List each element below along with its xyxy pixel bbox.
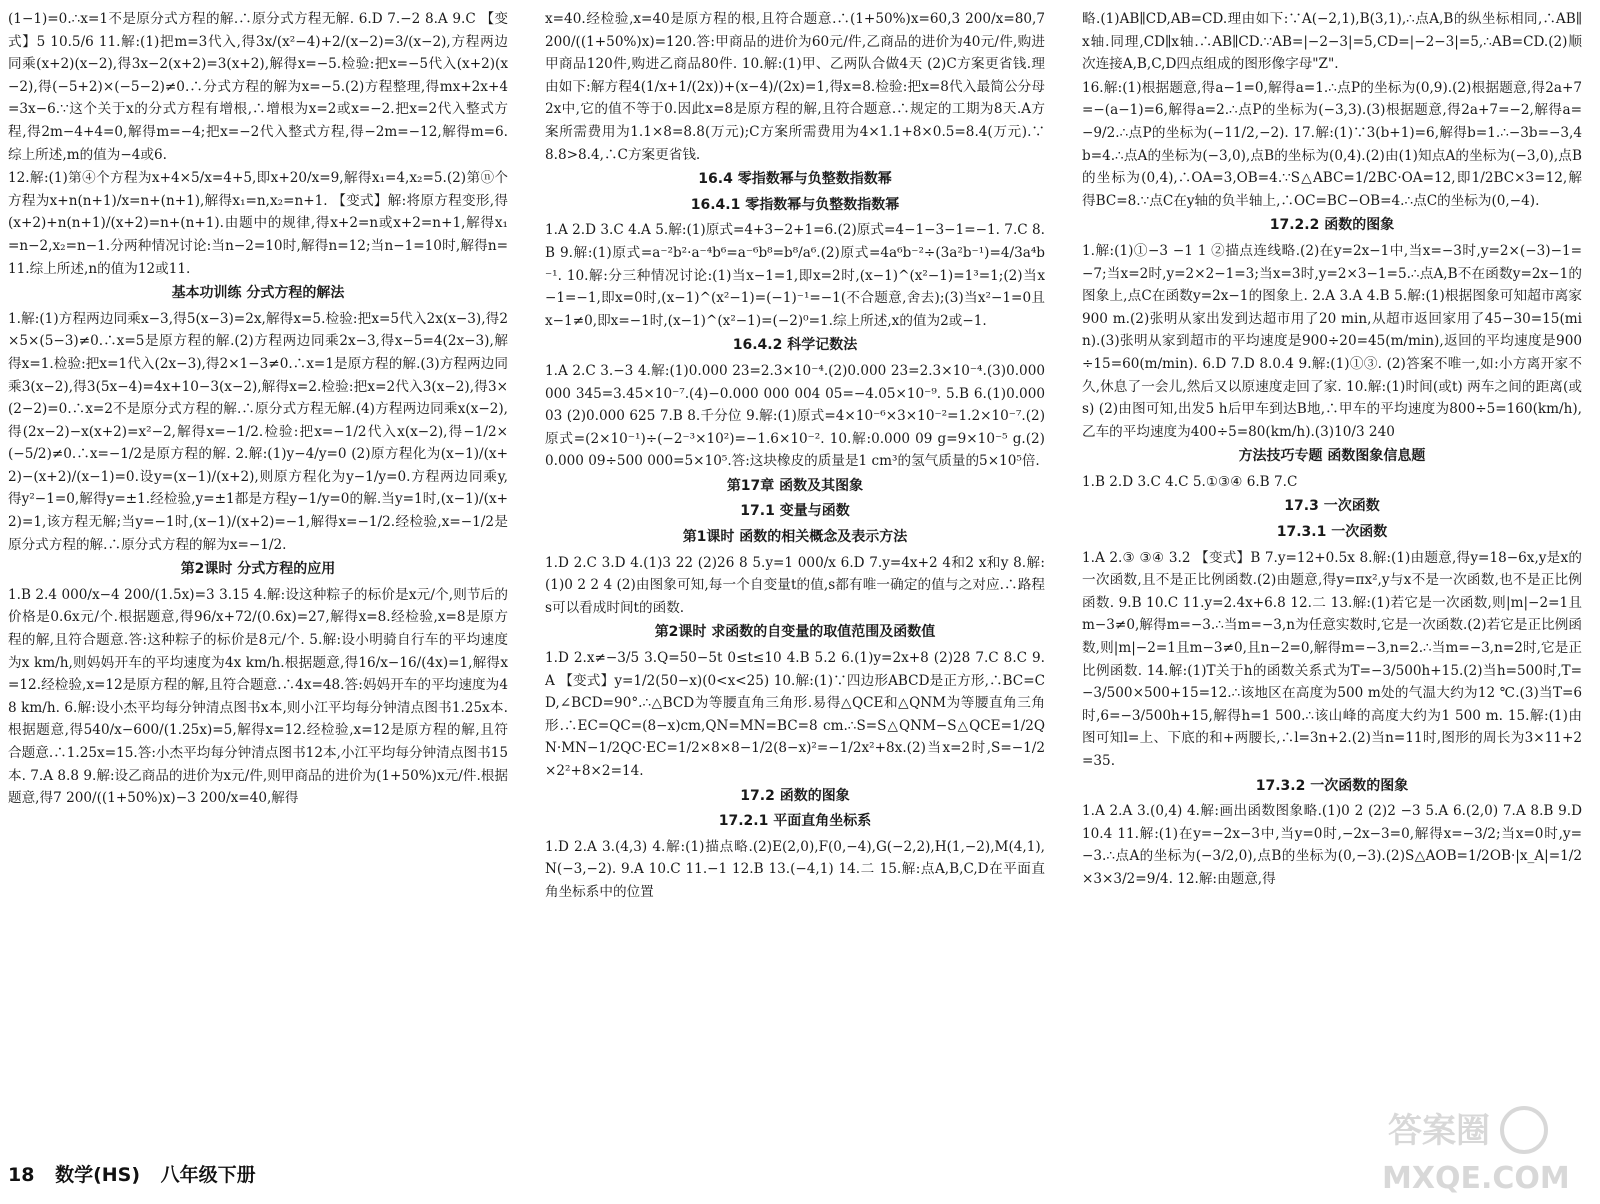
answer-paragraph: 1.D 2.A 3.(4,3) 4.解:(1)描点略.(2)E(2,0),F(0,−4),G(−2,2),H(1,−2),M(4,1),N(−3,−2). 9.A 10.C 11.−1 12.B 13.(−4,1) 14.二 15.解:点A,B,C,D在平面直角坐标系中的位置: [545, 838, 1045, 900]
section-heading: 第2课时 分式方程的应用: [180, 561, 336, 578]
section-heading: 第2课时 求函数的自变量的取值范围及函数值: [654, 624, 936, 641]
section-heading: 17.2 函数的图象: [740, 787, 850, 804]
section-heading: 16.4 零指数幂与负整数指数幂: [698, 171, 892, 188]
grade-label: 八年级下册: [160, 1164, 256, 1186]
section-heading: 基本功训练 分式方程的解法: [171, 285, 345, 302]
answer-column-3: [1082, 8, 1582, 892]
answer-paragraph: 略.(1)AB∥CD,AB=CD.理由如下:∵A(−2,1),B(3,1),∴点A,B的纵坐标相同,∴AB∥x轴.同理,CD∥x轴.∴AB∥CD.∵AB=|−2−3|=5,CD=|−2−3|=5,∴AB=CD.(2)顺次连接A,B,C,D四点组成的图形像字母"Z".: [1082, 11, 1582, 73]
subject-label: 数学(HS): [55, 1164, 141, 1186]
answer-paragraph: 1.解:(1)①−3 −1 1 ②描点连线略.(2)在y=2x−1中,当x=−3时,y=2×(−3)−1=−7;当x=2时,y=2×2−1=3;当x=3时,y=2×3−1=5.∴点A,B不在函数y=2x−1的图象上,点C在函数y=2x−1的图象上. 2.A 3.A 4.B 5.解:(1)根据图象可知超市离家900 m.(2)张明从家出发到达超市用了20 min,从超市返回家用了45−30=15(min).(3)张明从家到超市的平均速度是900÷20=45(m/min),返回的平均速度是900÷15=60(m/min). 6.D 7.D 8.0.4 9.解:(1)①③. (2)答案不唯一,如:小方离开家不久,休息了一会儿,然后又以原速度走回了家. 10.解:(1)时间(或t) 两车之间的距离(或s) (2)由图可知,出发5 h后甲车到达B地,∴甲车的平均速度为800÷5=160(km/h),乙车的平均速度为400÷5=80(km/h).(3)10/3 240: [1082, 242, 1582, 440]
answer-paragraph: 16.解:(1)根据题意,得a−1=0,解得a=1.∴点P的坐标为(0,9).(2)根据题意,得2a+7=−(a−1)=6,解得a=2.∴点P的坐标为(−3,3).(3)根据题意,得2a+7=−2,解得a=−9/2.∴点P的坐标为(−11/2,−2). 17.解:(1)∵3(b+1)=6,解得b=1.∴−3b=−3,4b=4.∴点A的坐标为(−3,0),点B的坐标为(0,4).(2)由(1)知点A的坐标为(−3,0),点B的坐标为(0,4),∴OA=3,OB=4.∵S△ABC=1/2BC·OA=12,即1/2BC×3=12,解得BC=8.∵点C在y轴的负半轴上,∴OC=BC−OB=4.∴点C的坐标为(0,−4).: [1082, 79, 1582, 209]
page-footer: [8, 1160, 270, 1187]
section-heading: 17.3.1 一次函数: [1276, 524, 1388, 541]
section-heading: 第1课时 函数的相关概念及表示方法: [682, 529, 908, 546]
section-heading: 17.1 变量与函数: [740, 503, 850, 520]
answer-paragraph: 1.解:(1)方程两边同乘x−3,得5(x−3)=2x,解得x=5.检验:把x=5代入2x(x−3),得2×5×(5−3)≠0.∴x=5是原方程的解.(2)方程两边同乘2x−3,得x−5=4(2x−3),解得x=1.检验:把x=1代入(2x−3),得2×1−3≠0.∴x=1是原方程的解.(3)方程两边同乘3(x−2),得3(5x−4)=4x+10−3(x−2),解得x=2.检验:把x=2代入3(x−2),得3×(2−2)=0.∴x=2不是原分式方程的解.∴原分式方程无解.(4)方程两边同乘x(x−2),得(2x−2)−x(x+2)=x²−2,解得x=−1/2.检验:把x=−1/2代入x(x−2),得−1/2×(−5/2)≠0.∴x=−1/2是原方程的解. 2.解:(1)y−4/y=0 (2)原方程化为(x−1)/(x+2)−(x+2)/(x−1)=0.设y=(x−1)/(x+2),则原方程化为y−1/y=0.方程两边同乘y,得y²−1=0,解得y=±1.经检验,y=±1都是方程y−1/y=0的解.当y=1时,(x−1)/(x+2)=1,该方程无解;当y=−1时,(x−1)/(x+2)=−1,解得x=−1/2.经检验,x=−1/2是原分式方程的解.∴原分式方程的解为x=−1/2.: [8, 310, 508, 553]
section-heading: 17.2.2 函数的图象: [1269, 217, 1395, 234]
answer-paragraph: 1.D 2.x≠−3/5 3.Q=50−5t 0≤t≤10 4.B 5.2 6.(1)y=2x+8 (2)28 7.C 8.C 9.A 【变式】y=1/2(50−x)(0<x<25) 10.解:(1)∵四边形ABCD是正方形,∴BC=CD,∠BCD=90°.∴△BCD为等腰直角三角形.易得△QCE和△QNM为等腰直角三角形.∴EC=QC=(8−x)cm,QN=MN=BC=8 cm.∴S=S△QNM−S△QCE=1/2QN·MN−1/2QC·EC=1/2×8×8−1/2(8−x)²=−1/2x²+8x.(2)当x=2时,S=−1/2×2²+8×2=14.: [545, 650, 1045, 779]
section-heading: 第17章 函数及其图象: [726, 477, 864, 494]
answer-paragraph: 1.A 2.A 3.(0,4) 4.解:画出函数图象略.(1)0 2 (2)2 −3 5.A 6.(2,0) 7.A 8.B 9.D 10.4 11.解:(1)在y=−2x−3中,当y=0时,−2x−3=0,解得x=−3/2;当x=0时,y=−3.∴点A的坐标为(−3/2,0),点B的坐标为(0,−3).(2)S△AOB=1/2OB·|x_A|=1/2×3×3/2=9/4. 12.解:由题意,得: [1082, 803, 1582, 887]
section-heading: 16.4.1 零指数幂与负整数指数幂: [690, 196, 900, 213]
section-heading: 方法技巧专题 函数图象信息题: [1238, 448, 1426, 465]
answer-paragraph: (1−1)=0.∴x=1不是原分式方程的解.∴原分式方程无解. 6.D 7.−2 8.A 9.C 【变式】5 10.5/6 11.解:(1)把m=3代入,得3x/(x²−4)+2/(x−2)=3/(x−2),方程两边同乘(x+2)(x−2),得3x−2(x+2)=3(x+2),解得x=−5.检验:把x=−5代入(x+2)(x−2),得(−5+2)×(−5−2)≠0.∴分式方程的解为x=−5.(2)方程整理,得mx+2x+4=3x−6.∵这个关于x的分式方程有增根,∴增根为x=2或x=−2.把x=2代入整式方程,得2m−4+4=0,解得m=−4;把x=−2代入整式方程,得−2m=−12,解得m=6.综上所述,m的值为−4或6.: [8, 11, 508, 163]
watermark-logo-text: 答案圈: [1388, 1111, 1490, 1151]
section-heading: 17.3.2 一次函数的图象: [1255, 777, 1409, 794]
answer-paragraph: 12.解:(1)第④个方程为x+4×5/x=4+5,即x+20/x=9,解得x₁=4,x₂=5.(2)第ⓝ个方程为x+n(n+1)/x=n+(n+1),解得x₁=n,x₂=n+1. 【变式】解:将原方程变形,得(x+2)+n(n+1)/(x+2)=n+(n+1).由题中的规律,得x+2=n或x+2=n+1,解得x₁=n−2,x₂=n−1.分两种情况讨论:当n−2=10时,解得n=12;当n−1=10时,解得n=11.综上所述,n的值为12或11.: [8, 170, 508, 277]
answer-column-1: [8, 8, 508, 811]
answer-paragraph: 1.A 2.D 3.C 4.A 5.解:(1)原式=4+3−2+1=6.(2)原式=4−1−3−1=−1. 7.C 8.B 9.解:(1)原式=a⁻²b²·a⁻⁴b⁶=a⁻⁶b⁸=b⁸/a⁶.(2)原式=4a⁶b⁻²÷(3a²b⁻¹)=4/3a⁴b⁻¹. 10.解:分三种情况讨论:(1)当x−1=1,即x=2时,(x−1)^(x²−1)=1³=1;(2)当x−1=−1,即x=0时,(x−1)^(x²−1)=(−1)⁻¹=−1(不合题意,舍去);(3)当x²−1=0且x−1≠0,即x=−1时,(x−1)^(x²−1)=(−2)⁰=1.综上所述,x的值为2或−1.: [545, 222, 1045, 329]
watermark-url: MXQE.COM: [1382, 1161, 1570, 1196]
section-heading: 17.2.1 平面直角坐标系: [718, 813, 872, 830]
answer-column-2: [545, 8, 1045, 905]
section-heading: 17.3 一次函数: [1284, 498, 1380, 515]
section-heading: 16.4.2 科学记数法: [732, 337, 858, 354]
answer-paragraph: 1.B 2.D 3.C 4.C 5.①③④ 6.B 7.C: [1082, 473, 1298, 490]
watermark-logo: [1374, 1100, 1586, 1196]
answer-paragraph: x=40.经检验,x=40是原方程的根,且符合题意.∴(1+50%)x=60,3 200/x=80,7 200/((1+50%)x)=120.答:甲商品的进价为60元/件,乙商品的进价为40元/件,购进甲商品120件,购进乙商品80件. 10.解:(1)甲、乙两队合做4天 (2)C方案更省钱.理由如下:解方程4(1/x+1/(2x))+(x−4)/(2x)=1,得x=8.检验:把x=8代入最简公分母2x中,它的值不等于0.因此x=8是原方程的解,且符合题意.∴规定的工期为8天.A方案所需费用为1.1×8=8.8(万元);C方案所需费用为4×1.1+8×0.5=8.4(万元).∵8.8>8.4,∴C方案更省钱.: [545, 11, 1045, 163]
answer-paragraph: 1.A 2.C 3.−3 4.解:(1)0.000 23=2.3×10⁻⁴.(2)0.000 23=2.3×10⁻⁴.(3)0.000 000 345=3.45×10⁻⁷.(4)−0.000 000 004 05=−4.05×10⁻⁹. 5.B 6.(1)0.000 03 (2)0.000 625 7.B 8.千分位 9.解:(1)原式=4×10⁻⁶×3×10⁻²=1.2×10⁻⁷.(2)原式=(2×10⁻¹)÷(−2⁻³×10²)=−1.6×10⁻². 10.解:0.000 09 g=9×10⁻⁵ g.(2)0.000 09÷500 000=5×10⁵.答:这块橡皮的质量是1 cm³的氢气质量的5×10⁵倍.: [545, 362, 1045, 470]
answer-paragraph: 1.D 2.C 3.D 4.(1)3 22 (2)26 8 5.y=1 000/x 6.D 7.y=4x+2 4和2 x和y 8.解:(1)0 2 2 4 (2)由图象可知,每一个自变量t的值,s都有唯一确定的值与之对应.∴路程s可以看成时间t的函数.: [545, 554, 1045, 616]
page-number: 18: [8, 1164, 35, 1186]
answer-paragraph: 1.B 2.4 000/x−4 200/(1.5x)=3 3.15 4.解:设这种粽子的标价是x元/个,则节后的价格是0.6x元/个.根据题意,得96/x+72/(0.6x)=27,解得x=8.经检验,x=8是原方程的解,且符合题意.答:这种粽子的标价是8元/个. 5.解:设小明骑自行车的平均速度为x km/h,则妈妈开车的平均速度为4x km/h.根据题意,得16/x−16/(4x)=1,解得x=12.经检验,x=12是原方程的解,且符合题意.∴4x=48.答:妈妈开车的平均速度为48 km/h. 6.解:设小杰平均每分钟清点图书x本,则小江平均每分钟清点图书1.25x本.根据题意,得540/x−600/(1.25x)=5,解得x=12.经检验,x=12是原方程的解,且符合题意.∴1.25x=15.答:小杰平均每分钟清点图书12本,小江平均每分钟清点图书15本. 7.A 8.8 9.解:设乙商品的进价为x元/件,则甲商品的进价为(1+50%)x元/件.根据题意,得7 200/((1+50%)x)−3 200/x=40,解得: [8, 586, 508, 807]
answer-paragraph: 1.A 2.③ ③④ 3.2 【变式】B 7.y=12+0.5x 8.解:(1)由题意,得y=18−6x,y是x的一次函数,且不是正比例函数.(2)由题意,得y=πx²,y与x不是一次函数,也不是正比例函数. 9.B 10.C 11.y=2.4x+6.8 12.二 13.解:(1)若它是一次函数,则|m|−2=1且m−3≠0,解得m=−3.∴当m=−3,n为任意实数时,它是一次函数.(2)若它是正比例函数,则|m|−2=1且m−3≠0,且n−2=0,解得m=−3,n=2.∴当m=−3,n=2时,它是正比例函数. 14.解:(1)T关于h的函数关系式为T=−3/500h+15.(2)当h=500时,T=−3/500×500+15=12.∴该地区在高度为500 m处的气温大约为12 ℃.(3)当T=6时,6=−3/500h+15,解得h=1 500.∴该山峰的高度大约为1 500 m. 15.解:(1)由图可知l=上、下底的和+两腰长,∴l=3n+2.(2)当n=11时,图形的周长为3×11+2=35.: [1082, 549, 1582, 769]
